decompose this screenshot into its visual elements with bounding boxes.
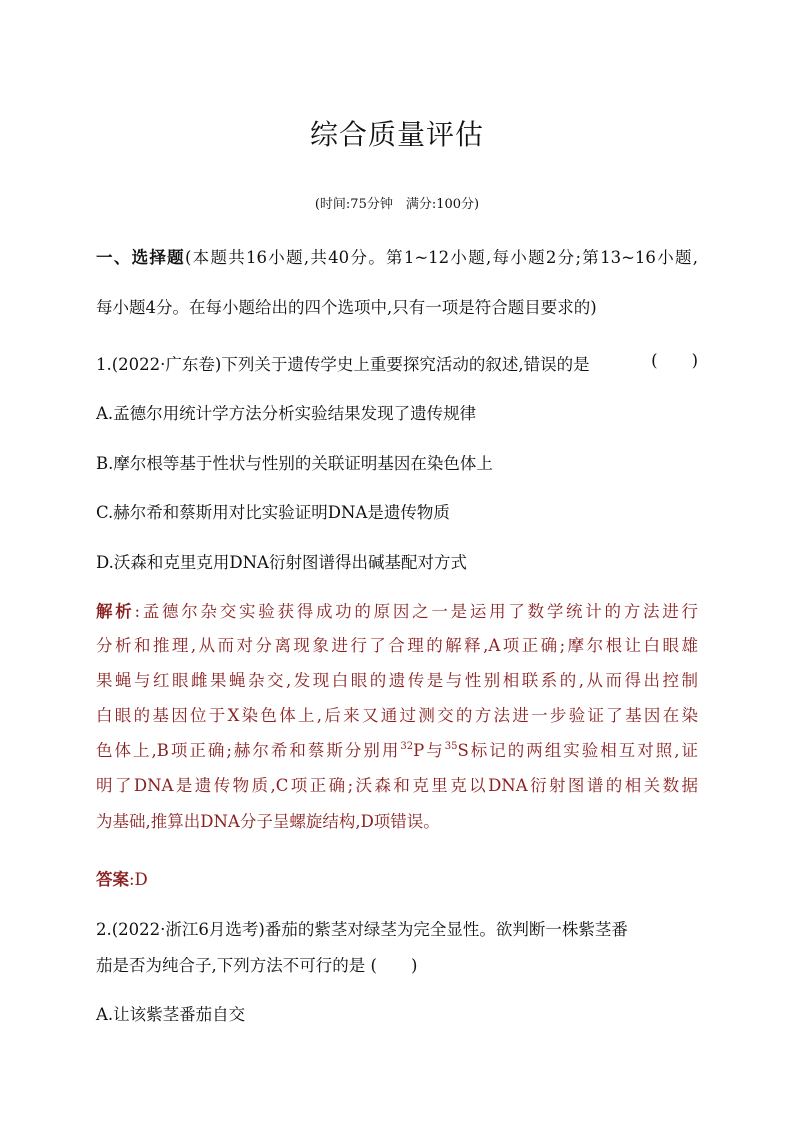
section-heading: 一、选择题: [96, 248, 185, 267]
analysis-line-2: 分析和推理,从而对分离现象进行了合理的解释,A项正确;摩尔根让白眼雄: [96, 636, 698, 655]
analysis-line-1: 解析:孟德尔杂交实验获得成功的原因之一是运用了数学统计的方法进行: [96, 602, 699, 621]
question-2-option-a: A.让该紫茎番茄自交: [96, 1005, 246, 1024]
analysis-line-7: 为基础,推算出DNA分子呈螺旋结构,D项错误。: [96, 812, 440, 831]
question-2-stem-1: 2.(2022·浙江6月选考)番茄的紫茎对绿茎为完全显性。欲判断一株紫茎番: [96, 920, 628, 939]
answer-label: 答案: [96, 870, 129, 889]
analysis-line-6: 明了DNA是遗传物质,C项正确;沃森和克里克以DNA衍射图谱的相关数据: [96, 776, 698, 795]
answer-value: :D: [129, 870, 148, 889]
question-1-option-d: D.沃森和克里克用DNA衍射图谱得出碱基配对方式: [96, 553, 467, 572]
question-2-stem-2: 茄是否为纯合子,下列方法不可行的是 ( ): [96, 956, 418, 975]
question-1-option-a: A.孟德尔用统计学方法分析实验结果发现了遗传规律: [96, 404, 477, 423]
question-1-option-c: C.赫尔希和蔡斯用对比实验证明DNA是遗传物质: [96, 503, 450, 522]
answer-line: [96, 866, 698, 890]
section-heading-line: [96, 244, 698, 268]
analysis-line-5: 色体上,B项正确;赫尔希和蔡斯分别用$^{32}$P与$^{35}$S标记的两组实验相互对照,证: [96, 741, 698, 760]
analysis-line-3: 果蝇与红眼雌果蝇杂交,发现白眼的遗传是与性别相联系的,从而得出控制: [96, 671, 698, 690]
analysis-label: 解析: [96, 602, 135, 621]
question-stem-text: 1.(2022·广东卷)下列关于遗传学史上重要探究活动的叙述,错误的是: [96, 355, 590, 374]
answer-parentheses: ( ): [370, 956, 418, 975]
section-description-2: 每小题4分。在每小题给出的四个选项中,只有一项是符合题目要求的): [96, 298, 597, 317]
question-1-stem: [96, 351, 698, 375]
analysis-line-4: 白眼的基因位于X染色体上,后来又通过测交的方法进一步验证了基因在染: [96, 706, 698, 725]
answer-parentheses: ( ): [651, 351, 698, 370]
section-description-1: (本题共16小题,共40分。第1~12小题,每小题2分;第13~16小题,: [184, 248, 699, 267]
page-title: 综合质量评估: [309, 118, 484, 151]
question-1-option-b: B.摩尔根等基于性状与性别的关联证明基因在染色体上: [96, 454, 493, 473]
exam-time-score: (时间:75分钟 满分:100分): [314, 197, 480, 212]
